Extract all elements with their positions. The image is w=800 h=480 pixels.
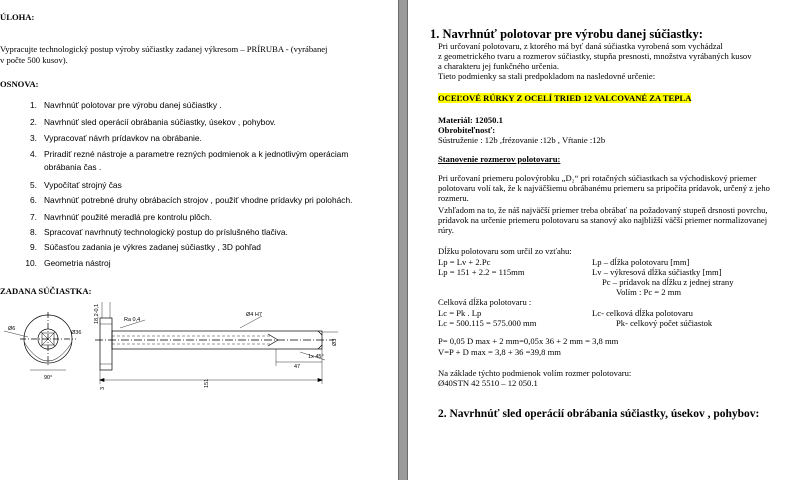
norma-text: Ø40STN 42 5510 – 12 050.1: [438, 378, 538, 388]
para1-line-1: Pri určovaní priemeru polovýrobku „D₂“ pri rotačných súčiastkach sa východiskový priemer: [438, 173, 757, 183]
section1-title: 1. Navrhnúť polotovar pre výrobu danej súčiastky:: [430, 27, 703, 41]
technical-drawing: [0, 298, 398, 398]
task-text: Navrhnúť potrebné druhy obrábacích strojov , použiť vhodne prídavky pri polohách.: [44, 195, 353, 205]
intro-line-2: z geometrického tvaru a rozmerov súčiastky, stupňa presnosti, množstva vyrábaných kusov: [438, 51, 752, 61]
label-phi4: Ø4 H7: [246, 312, 262, 318]
legend-pk: Pk- celkový počet súčiastok: [616, 318, 713, 328]
legend-lp: Lp – dĺžka polotovaru [mm]: [592, 257, 690, 267]
task-number: 7.: [30, 212, 37, 222]
material-highlight: OCEĽOVÉ RÚRKY Z OCELÍ TRIED 12 VALCOVANÉ ZA TEPLA: [438, 93, 692, 103]
label-angle90: 90°: [44, 375, 53, 381]
label-phi36: Ø36: [71, 330, 82, 336]
formula-lc: Lc = Pk . Lp: [438, 308, 482, 318]
task-number: 4.: [30, 149, 37, 159]
label-phi3: Ø3: [332, 338, 338, 346]
task-number: 6.: [30, 195, 37, 205]
osnova-heading: OSNOVA:: [0, 79, 39, 89]
task-text: Navrhnúť polotovar pre výrobu danej súčiastky .: [44, 100, 222, 110]
label-dim-top: 18,2-0,1: [94, 303, 100, 324]
task-number: 5.: [30, 180, 37, 190]
uloha-heading: ÚLOHA:: [0, 12, 35, 22]
legend-lc: Lc- celková dĺžka polotovaru: [592, 308, 693, 318]
formula-p: P= 0,05 D max + 2 mm=0,05x 36 + 2 mm = 3,8 mm: [438, 336, 619, 346]
legend-pc: Pc – prídavok na dĺžku z jednej strany: [602, 277, 734, 287]
uloha-text-line-1: Vypracujte technologický postup výroby súčiastky zadanej výkresom – PRÍRUBA - (vyrábanej: [0, 44, 328, 54]
task-number: 1.: [30, 100, 37, 110]
intro-line-3: a charakteru jej funkčného určenia.: [438, 61, 559, 71]
celkova-label: Celková dĺžka polotovaru :: [438, 297, 532, 307]
formula-lp: Lp = Lv + 2.Pc: [438, 257, 491, 267]
legend-pc-value: Volím : Pc = 2 mm: [616, 287, 682, 297]
zaklad-text: Na základe týchto podmienok volím rozmer polotovaru:: [438, 368, 632, 378]
task-text: Navrhnúť sled operácií obrábania súčiastky, úsekov , pohybov.: [44, 117, 276, 127]
task-text: Vypracovať návrh prídavkov na obrábanie.: [44, 133, 202, 143]
para2-line-2: prídavok na určenie priemeru polotovaru sa stanový ako najbližší väčší priemer normalizovanej: [438, 215, 768, 225]
task-number: 8.: [30, 227, 37, 237]
material-label: Materiál: 12050.1: [438, 115, 503, 125]
label-phi6: Ø6: [8, 326, 16, 332]
drawing-heading: ZADANA SÚČIASTKA:: [0, 286, 92, 296]
task-number: 3.: [30, 133, 37, 143]
legend-lv: Lv – výkresová dĺžka súčiastky [mm]: [592, 267, 722, 277]
task-text: Geometria nástroj: [44, 258, 111, 268]
label-dim151: 151: [204, 378, 210, 388]
task-number: 9.: [30, 242, 37, 252]
task-text: obrábania čas .: [44, 162, 102, 172]
label-chamfer: 1x 45°: [308, 354, 324, 360]
label-dim47: 47: [294, 364, 301, 370]
right-document-page: [408, 0, 800, 480]
dlzka-intro: Dĺžku polotovaru som určil zo vzťahu:: [438, 246, 572, 256]
formula-lp-value: Lp = 151 + 2.2 = 115mm: [438, 267, 525, 277]
task-text: Vypočítať strojný čas: [44, 180, 122, 190]
obrobitelnost-label: Obrobiteľnosť:: [438, 125, 496, 135]
obrobitelnost-values: Sústruženie : 12b ,frézovanie :12b , Vŕtanie :12b: [438, 135, 606, 145]
para2-line-3: rúry.: [438, 225, 454, 235]
task-text: Priradiť rezné nástroje a parametre rezných podmienok a k jednotlivým operáciam: [44, 149, 349, 159]
uloha-text-line-2: v počte 500 kusov).: [0, 55, 68, 65]
formula-lc-value: Lc = 500.115 = 575.000 mm: [438, 318, 537, 328]
task-number: 2.: [30, 117, 37, 127]
task-number: 10.: [25, 258, 37, 268]
label-dim3: 3: [100, 386, 106, 390]
label-ra: Ra 0,4: [124, 317, 141, 323]
para1-line-3: rozmeru.: [438, 193, 469, 203]
stanovenie-heading: Stanovenie rozmerov polotovaru:: [438, 154, 561, 164]
task-text: Súčasťou zadania je výkres zadanej súčiastky , 3D pohľad: [44, 242, 261, 252]
task-text: Navrhnúť použité meradlá pre kontrolu plôch.: [44, 212, 212, 222]
left-document-page: [0, 0, 398, 480]
formula-v: V=P + D max = 3,8 + 36 =39,8 mm: [438, 347, 561, 357]
para1-line-2: polotovaru volí tak, že k najväčšiemu obrábanému priemeru sa pripočíta prídavok, určený z jeho: [438, 183, 770, 193]
para2-line-1: Vzhľadom na to, že náš najväčší priemer treba obrábať na požadovaný stupeň drsnosti povrchu,: [438, 205, 768, 215]
section2-title: 2. Navrhnúť sled operácií obrábania súčiastky, úsekov , pohybov:: [438, 408, 760, 420]
intro-line-4: Tieto podmienky sa stali predpokladom na nasledovné určenie:: [438, 71, 656, 81]
intro-line-1: Pri určovaní polotovaru, z ktorého má byť daná súčiastka vyrobená som vychádzal: [438, 41, 723, 51]
page-gap: [398, 0, 408, 480]
task-text: Spracovať navrhnutý technologický postup do príslušného tlačiva.: [44, 227, 288, 237]
